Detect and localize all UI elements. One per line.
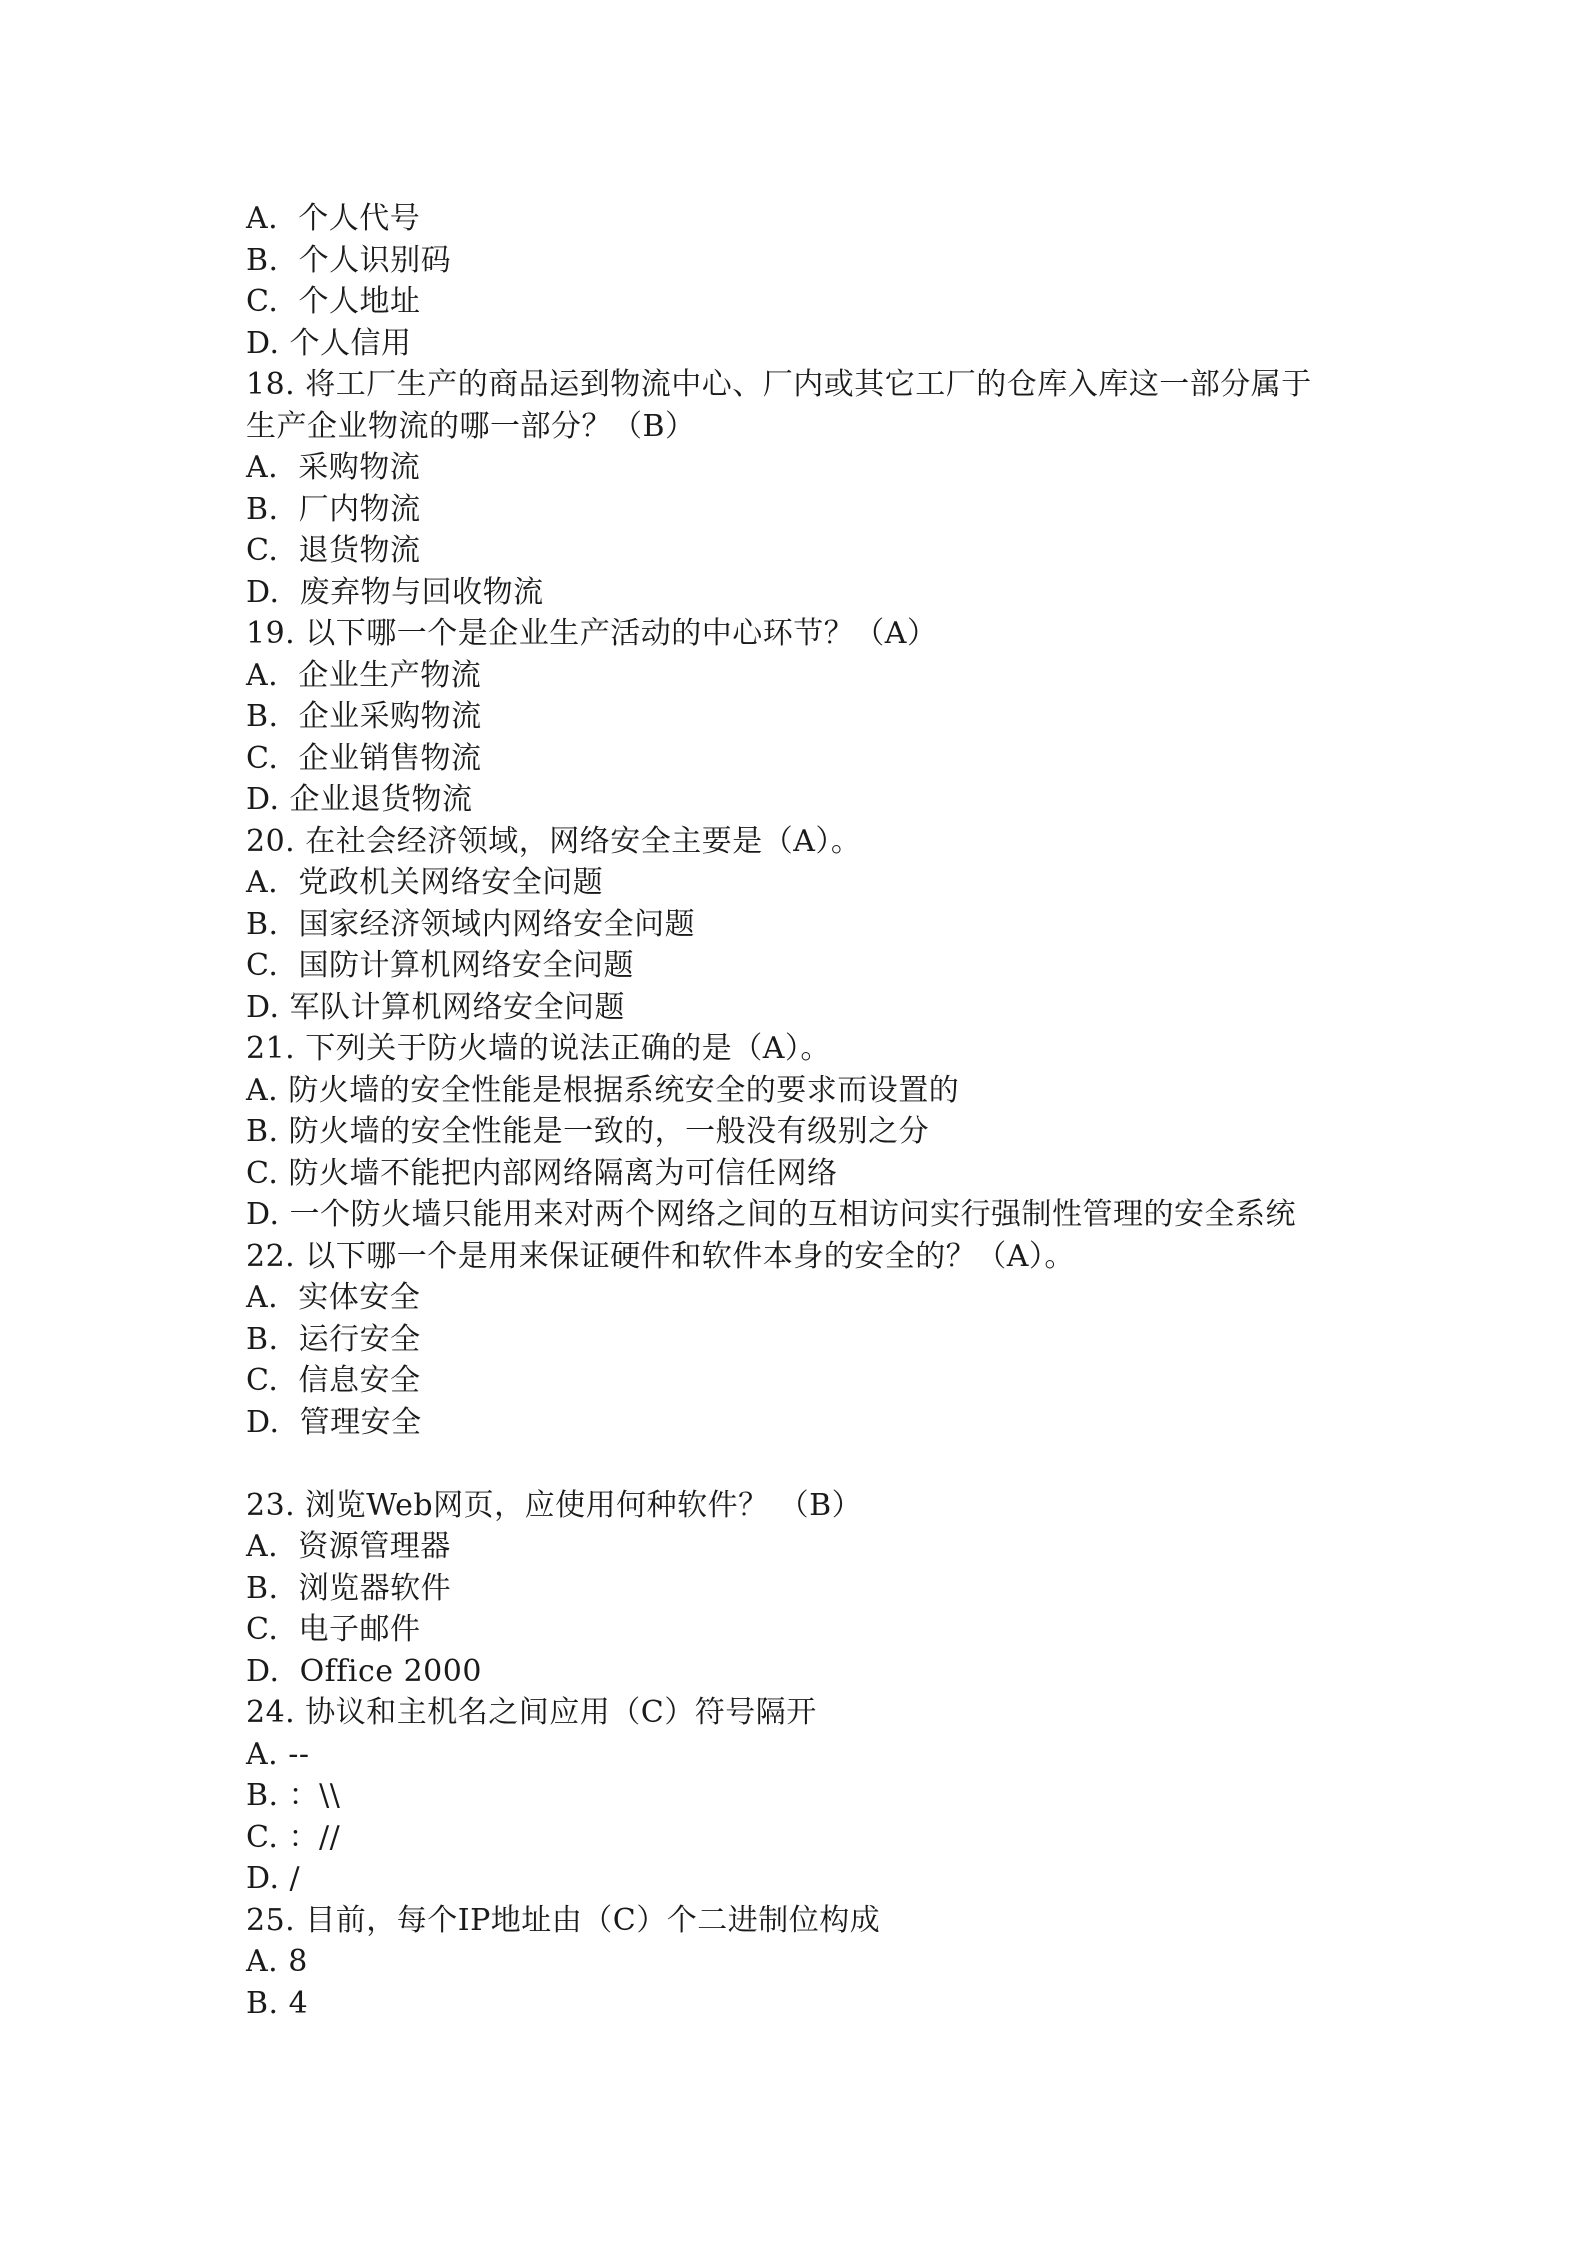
option-c: C. ：// [246, 1819, 341, 1855]
option-a: A. 党政机关网络安全问题 [246, 865, 604, 900]
question-18: 18. 将工厂生产的商品运到物流中心、厂内或其它工厂的仓库入库这一部分属于 [246, 367, 1312, 402]
question-21: 21. 下列关于防火墙的说法正确的是（A）。 [246, 1031, 831, 1066]
question-22: 22. 以下哪一个是用来保证硬件和软件本身的安全的？（A）。 [246, 1238, 1075, 1274]
question-23: 23. 浏览Web网页，应使用何种软件？ （B） [246, 1487, 863, 1523]
option-b: B. 企业采购物流 [246, 699, 482, 734]
option-a: A. 资源管理器 [246, 1529, 451, 1564]
blank-line [246, 1443, 1426, 1485]
option-d: D. 个人信用 [246, 325, 412, 361]
question-20: 20. 在社会经济领域，网络安全主要是（A）。 [246, 823, 862, 859]
option-d: D. Office 2000 [246, 1653, 482, 1689]
option-a: A. 防火墙的安全性能是根据系统安全的要求而设置的 [246, 1072, 960, 1108]
option-b: B. 个人识别码 [246, 242, 452, 278]
option-c: C. 国防计算机网络安全问题 [246, 948, 634, 983]
option-a: A. 企业生产物流 [246, 657, 482, 693]
option-d: D. 废弃物与回收物流 [246, 574, 544, 610]
option-b: B. 浏览器软件 [246, 1570, 452, 1606]
option-c: C. 退货物流 [246, 533, 421, 568]
option-c: C. 个人地址 [246, 284, 421, 319]
option-a: A. -- [246, 1736, 310, 1772]
option-d: D. 企业退货物流 [246, 782, 473, 817]
option-b: B. ：\\ [246, 1778, 341, 1813]
question-18-continued: 生产企业物流的哪一部分？（B） [246, 408, 696, 444]
option-a: A. 实体安全 [246, 1280, 421, 1315]
option-d: D. 管理安全 [246, 1404, 422, 1440]
option-b: B. 运行安全 [246, 1321, 421, 1357]
option-b: B. 国家经济领域内网络安全问题 [246, 906, 696, 942]
option-b: B. 防火墙的安全性能是一致的，一般没有级别之分 [246, 1114, 930, 1149]
option-b: B. 4 [246, 1985, 309, 2021]
option-c: C. 防火墙不能把内部网络隔离为可信任网络 [246, 1155, 838, 1191]
option-a: A. 采购物流 [246, 450, 421, 485]
option-b: B. 厂内物流 [246, 491, 421, 527]
option-a: A. 8 [246, 1944, 308, 1979]
option-c: C. 电子邮件 [246, 1612, 421, 1647]
question-24: 24. 协议和主机名之间应用（C）符号隔开 [246, 1695, 817, 1730]
option-a: A. 个人代号 [246, 201, 421, 236]
question-25: 25. 目前，每个IP地址由（C）个二进制位构成 [246, 1902, 881, 1938]
option-c: C. 信息安全 [246, 1363, 421, 1398]
option-d: D. 一个防火墙只能用来对两个网络之间的互相访问实行强制性管理的安全系统 [246, 1197, 1297, 1232]
document-page [246, 198, 1426, 2024]
option-d: D. 军队计算机网络安全问题 [246, 989, 626, 1025]
question-19: 19. 以下哪一个是企业生产活动的中心环节？（A） [246, 616, 938, 651]
option-d: D. / [246, 1861, 301, 1896]
option-c: C. 企业销售物流 [246, 740, 482, 776]
